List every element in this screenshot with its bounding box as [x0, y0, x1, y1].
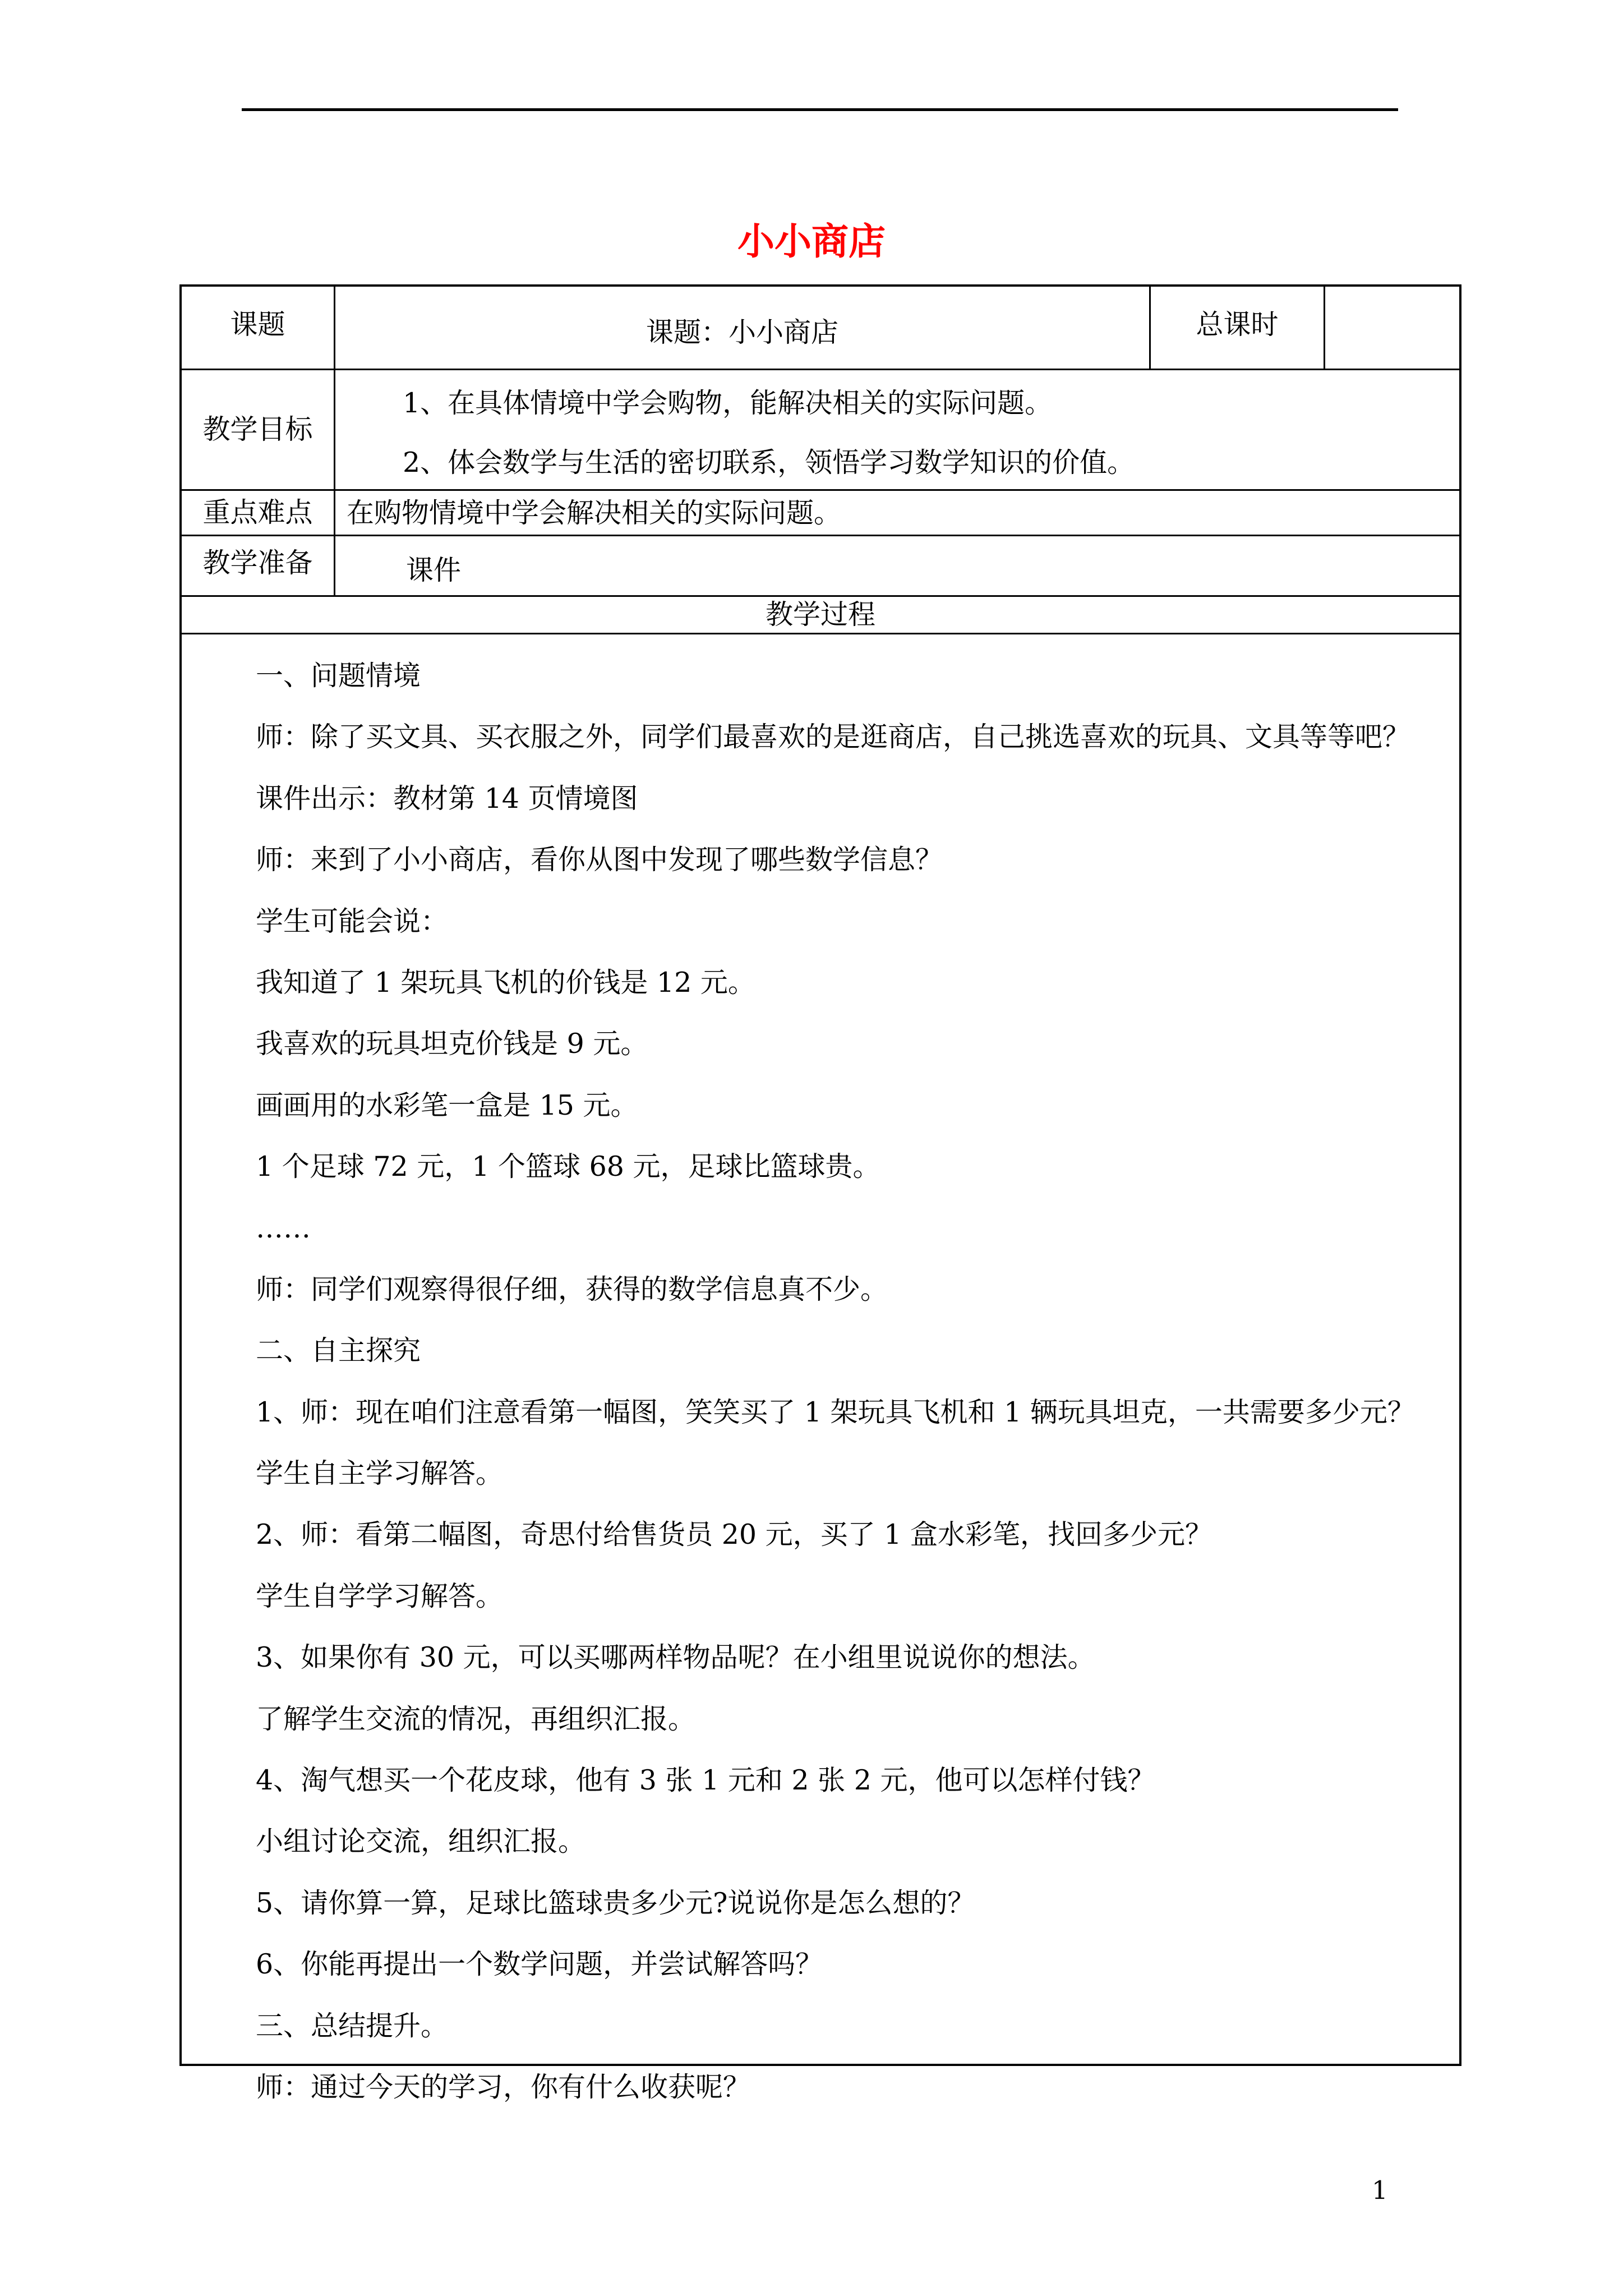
process-line: 学生自主学习解答。 — [256, 1457, 504, 1490]
process-line: 师：同学们观察得很仔细，获得的数学信息真不少。 — [256, 1273, 888, 1305]
preparation-label: 教学准备 — [202, 547, 313, 579]
process-line: 2、师：看第二幅图，奇思付给售货员 20 元，买了 1 盒水彩笔，找回多少元？ — [256, 1519, 1213, 1551]
total-hours-value — [1325, 287, 1459, 369]
process-line: 我喜欢的玩具坦克价钱是 9 元。 — [256, 1028, 648, 1060]
process-line: 4、淘气想买一个花皮球，他有 3 张 1 元和 2 张 2 元，他可以怎样付钱？ — [256, 1764, 1155, 1797]
process-line: 了解学生交流的情况，再组织汇报。 — [256, 1703, 696, 1735]
process-line: 我知道了 1 架玩具飞机的价钱是 12 元。 — [256, 966, 755, 999]
row-divider — [182, 369, 1459, 370]
header-rule — [242, 108, 1398, 111]
teaching-process-body — [182, 637, 1459, 2132]
process-line: 师：来到了小小商店，看你从图中发现了哪些数学信息？ — [256, 844, 943, 876]
process-header: 教学过程 — [765, 599, 875, 631]
process-line: 1 个足球 72 元，1 个篮球 68 元，足球比篮球贵。 — [256, 1151, 880, 1183]
process-line: 师：通过今天的学习，你有什么收获呢？ — [256, 2070, 751, 2103]
lesson-plan-table — [179, 284, 1461, 2103]
process-line: 小组讨论交流，组织汇报。 — [256, 1825, 586, 1858]
process-line: 一、问题情境 — [256, 660, 421, 692]
total-hours-label: 总课时 — [1196, 309, 1279, 341]
row-divider — [182, 535, 1459, 536]
process-line: 三、总结提升。 — [256, 2009, 449, 2042]
page-number: 1 — [1372, 2175, 1388, 2205]
process-line: 学生可能会说： — [256, 905, 449, 937]
preparation-value: 课件 — [406, 554, 462, 586]
process-line: 5、请你算一算，足球比篮球贵多少元?说说你是怎么想的？ — [256, 1887, 975, 1919]
process-line: 师：除了买文具、买衣服之外，同学们最喜欢的是逛商店，自己挑选喜欢的玩具、文具等等吧？ — [256, 721, 1410, 753]
topic-value: 课题：小小商店 — [645, 316, 838, 348]
goals-label: 教学目标 — [202, 413, 313, 445]
document-title: 小小商店 — [737, 219, 886, 263]
process-line: 3、如果你有 30 元，可以买哪两样物品呢？在小组里说说你的想法。 — [256, 1641, 1095, 1674]
process-line: 6、你能再提出一个数学问题，并尝试解答吗？ — [256, 1948, 823, 1981]
key-points-label: 重点难点 — [202, 496, 313, 528]
process-line: 1、师：现在咱们注意看第一幅图，笑笑买了 1 架玩具飞机和 1 辆玩具坦克，一共需要多少元？ — [256, 1396, 1415, 1428]
process-line: 画画用的水彩笔一盒是 15 元。 — [256, 1089, 638, 1121]
goal-item: 2、体会数学与生活的密切联系，领悟学习数学知识的价值。 — [403, 447, 1135, 478]
row-divider — [182, 489, 1459, 491]
process-line: …… — [256, 1212, 311, 1244]
process-line: 二、自主探究 — [256, 1335, 421, 1367]
process-line: 学生自学学习解答。 — [256, 1580, 504, 1612]
process-line: 课件出示：教材第 14 页情境图 — [256, 782, 638, 815]
goal-item: 1、在具体情境中学会购物，能解决相关的实际问题。 — [403, 387, 1053, 419]
topic-label: 课题 — [230, 309, 285, 341]
row-divider — [182, 633, 1459, 634]
key-points-value: 在购物情境中学会解决相关的实际问题。 — [347, 497, 842, 529]
